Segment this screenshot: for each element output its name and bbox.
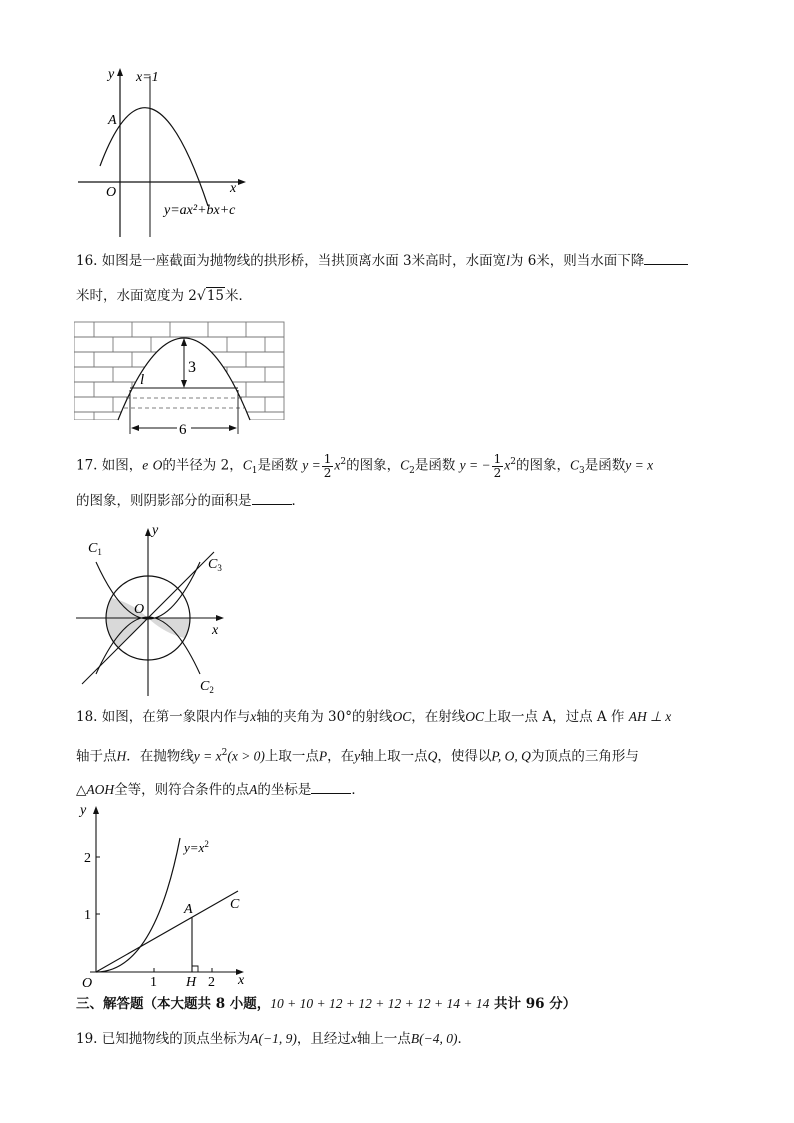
q18-p: P <box>318 748 328 764</box>
q18-poq: P, O, Q <box>491 748 531 764</box>
q18-x: x <box>250 709 257 724</box>
q19-vertex: A(−1, 9) <box>250 1031 297 1046</box>
q18-text-j: ，使得以 <box>437 748 492 765</box>
f2-x: x <box>504 457 511 473</box>
label-6: 6 <box>179 422 187 438</box>
q16-text-a: 16. 如图是一座截面为抛物线的拱形桥，当拱顶离水面 3米高时，水面宽 <box>76 253 507 269</box>
c3-sub: 3 <box>579 466 585 477</box>
q18-line3 <box>76 779 365 800</box>
f2-den: 2 <box>493 465 502 480</box>
q17-text-c: 是函数 <box>257 457 298 474</box>
q18-text-k: 为顶点的三角形与 <box>530 748 639 765</box>
q19-text-d: ． <box>457 1031 471 1047</box>
label-3: 3 <box>188 359 196 376</box>
q19-point-b: B(−4, 0) <box>410 1031 458 1046</box>
q18-text-b: 轴的夹角为 30°的射线 <box>256 709 393 725</box>
f1-lhs: y = <box>302 457 321 473</box>
q16-line2 <box>76 286 252 306</box>
q19-line1 <box>76 1029 471 1049</box>
figure-ray-q18 <box>76 800 256 992</box>
y-label: y <box>152 523 159 538</box>
f1-frac <box>322 453 334 480</box>
h-label: H <box>186 975 197 990</box>
q18-triangle: △ <box>76 782 87 798</box>
origin-label: O <box>106 185 117 200</box>
arrow-left-icon <box>131 425 139 431</box>
q18-text-a: 18. 如图，在第一象限内作与 <box>76 709 251 725</box>
q19-text-b: ，且经过 <box>296 1031 351 1047</box>
o-label: O <box>134 602 145 617</box>
c2-sub: 2 <box>409 466 415 477</box>
q16-text-c: 米时，水面宽度为 <box>76 288 184 304</box>
c3: C <box>570 457 580 473</box>
ytick-label-1: 1 <box>84 908 91 923</box>
q17-text-g: 是函数 <box>584 457 626 474</box>
c1-sub: 1 <box>251 466 258 477</box>
c1-label: $C_1$ <box>88 541 102 557</box>
q18-y: y <box>354 748 361 764</box>
sqrt-radicand: 15 <box>206 288 224 304</box>
sqrt-coef: 2 <box>188 288 197 304</box>
f2-frac <box>492 453 504 480</box>
point-a-label: A <box>108 113 117 128</box>
label-l: l <box>140 372 145 388</box>
q18-h: H <box>116 748 127 764</box>
y-label: y <box>80 803 87 818</box>
q17-text-h: 的图象，则阴影部分的面积是 <box>76 493 252 509</box>
q17-text-f: 的图象， <box>516 457 570 474</box>
q17-text-b: 的半径为 2， <box>162 457 243 474</box>
arrow-right-icon <box>229 425 237 431</box>
q18-parabola: y = x <box>193 748 222 764</box>
q18-text-g: 上取一点 <box>264 748 319 765</box>
xtick-label-1: 1 <box>150 975 157 990</box>
q17-text-d: 的图象， <box>346 457 401 474</box>
f1-x: x <box>334 457 341 473</box>
q16-var-l: l <box>506 253 510 268</box>
q17-text-i: ． <box>291 493 305 509</box>
c2: C <box>400 457 410 473</box>
q17-line2 <box>76 490 305 511</box>
parabola-curve <box>96 838 180 972</box>
q18-aoh: AOH <box>86 782 115 797</box>
q18-a: A <box>249 782 258 797</box>
q19-x: x <box>350 1031 357 1046</box>
q16-text-b: 为 6米，则当水面下降 <box>509 253 645 269</box>
q17-line1 <box>76 452 653 481</box>
f1-num: 1 <box>323 451 332 466</box>
x-label: x <box>238 973 245 988</box>
q18-line2 <box>76 743 639 767</box>
section-3-tail: 共计 96 分） <box>489 996 577 1012</box>
q18-text-f: ．在抛物线 <box>126 748 194 765</box>
curve-label: $y=x^2$ <box>184 839 209 855</box>
ytick-label-2: 2 <box>84 851 91 866</box>
arrow-down-icon <box>181 380 187 388</box>
y-label: y <box>108 67 115 82</box>
oc-2: OC <box>465 709 485 724</box>
f1-den: 2 <box>323 465 332 480</box>
oc-1: OC <box>392 709 412 724</box>
x-label: x <box>212 623 219 638</box>
brick-wall <box>74 322 284 420</box>
line-label: x=1 <box>136 70 159 85</box>
f3: y = x <box>625 457 654 473</box>
q18-text-i: 轴上取一点 <box>360 748 428 765</box>
section-3-title: 三、解答题（本大题共 8 小题， <box>76 996 271 1012</box>
q17-text-a: 17. 如图， <box>76 457 143 474</box>
right-angle-mark <box>192 966 198 972</box>
a-label: A <box>184 902 193 917</box>
ray-oc <box>96 891 238 972</box>
y-axis-arrow-icon <box>145 528 151 536</box>
xtick-label-2: 2 <box>208 975 215 990</box>
section-3-scores: 10 + 10 + 12 + 12 + 12 + 12 + 14 + 14 <box>270 996 490 1011</box>
circle-symbol: e <box>142 457 149 473</box>
q16-text-d: 米． <box>225 288 252 304</box>
q18-text-h: ，在 <box>327 748 355 765</box>
figure-circle-q17 <box>72 518 242 698</box>
q18-answer-blank[interactable] <box>311 779 351 794</box>
figure-parabola-q15 <box>70 62 290 242</box>
f2-sq: 2 <box>510 457 516 467</box>
f1-sq: 2 <box>340 457 347 467</box>
q18-text-n: ． <box>351 782 365 798</box>
q18-sq: 2 <box>221 748 228 758</box>
q18-cond: (x > 0) <box>227 748 265 764</box>
q18-text-d: 上取一点 A，过点 A 作 <box>484 709 625 725</box>
circle-o: O <box>152 457 163 473</box>
figure-bridge-q16 <box>74 320 288 440</box>
q17-text-e: 是函数 <box>414 457 456 474</box>
q16-line1 <box>76 250 688 271</box>
arrow-up-icon <box>181 338 187 346</box>
q19-text-a: 19. 已知抛物线的顶点坐标为 <box>76 1031 251 1047</box>
y-axis-arrow-icon <box>93 806 99 814</box>
q18-line1 <box>76 707 671 727</box>
section-3-heading <box>76 994 576 1014</box>
q18-text-m: 的坐标是 <box>257 782 312 798</box>
o-label: O <box>82 976 93 991</box>
f2-lhs: y = − <box>459 457 491 473</box>
c2-label: $C_2$ <box>200 679 214 695</box>
q18-text-l: 全等，则符合条件的点 <box>114 782 250 798</box>
x-label: x <box>230 181 237 196</box>
c1: C <box>242 457 252 473</box>
q18-text-e: 轴于点 <box>76 748 117 765</box>
x-axis-arrow-icon <box>238 179 246 185</box>
q16-answer-blank[interactable] <box>644 250 688 265</box>
curve-label: y=ax²+bx+c <box>164 203 236 218</box>
ah-perp: AH ⊥ x <box>628 709 672 724</box>
shade-right <box>148 618 190 638</box>
x-axis-arrow-icon <box>216 615 224 621</box>
c3-label: $C_3$ <box>208 557 222 573</box>
q18-q: Q <box>427 748 438 764</box>
c-label: C <box>230 897 240 912</box>
q18-text-c: ，在射线 <box>411 709 466 725</box>
q19-text-c: 轴上一点 <box>356 1031 411 1047</box>
y-axis-arrow-icon <box>117 68 123 76</box>
f2-num: 1 <box>493 451 502 466</box>
q16-sqrt-expr: 2√15 <box>188 288 224 304</box>
q17-answer-blank[interactable] <box>252 490 292 505</box>
